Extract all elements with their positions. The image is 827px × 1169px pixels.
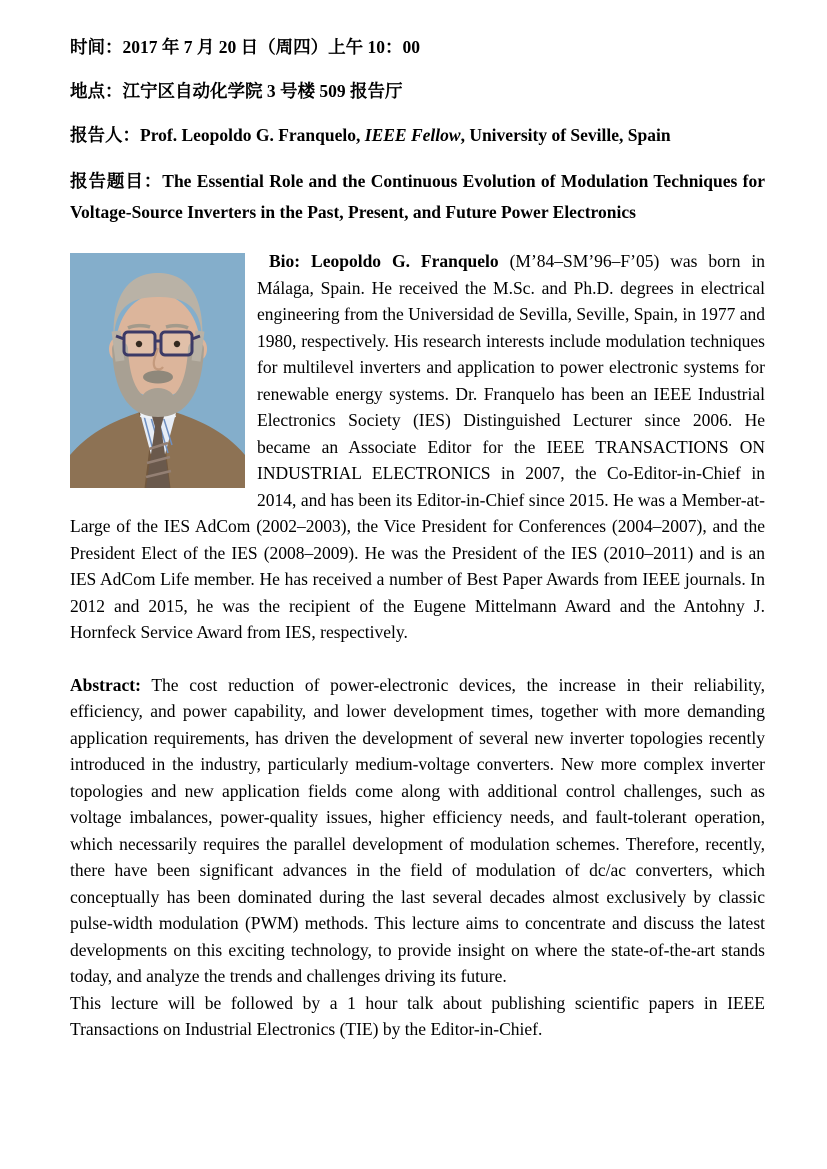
speaker-fellow-title: IEEE Fellow	[364, 125, 461, 145]
speaker-label: 报告人：	[70, 125, 140, 145]
eye-left	[136, 341, 142, 347]
followup-text: This lecture will be followed by a 1 hour talk about publishing scientific papers in IEEE Transactions on Industrial Electronics (TIE) by the Editor-in-Chief.	[70, 992, 765, 1039]
speaker-portrait-illustration	[70, 253, 245, 488]
abstract-paragraph	[70, 672, 765, 990]
mustache	[143, 371, 173, 384]
location-value: 江宁区自动化学院 3 号楼 509 报告厅	[122, 81, 403, 101]
time-line	[70, 34, 765, 60]
talk-title-label: 报告题目：	[70, 171, 163, 191]
speaker-line	[70, 122, 765, 148]
speaker-affiliation: , University of Seville, Spain	[460, 125, 671, 145]
bio-paragraph	[70, 248, 765, 646]
speaker-photo	[70, 253, 245, 488]
bio-text: (M’84–SM’96–F’05) was born in Málaga, Spain. He received the M.Sc. and Ph.D. degrees in electrical engineering from the Universidad de Sevilla, Seville, Spain, in 1977 and 1980, respectively. His research interests include modulation techniques for multilevel inverters and application to power electronic systems for renewable energy systems. Dr. Franquelo has been an IEEE Industrial Electronics Society (IES) Distinguished Lecturer since 2006. He became an Associate Editor for the IEEE TRANSACTIONS ON INDUSTRIAL ELECTRONICS in 2007, the Co-Editor-in-Chief in 2014, and has been its Editor-in-Chief since 2015. He was a Member-at-Large of the IES AdCom (2002–2003), the Vice President for Conferences (2004–2007), and the President Elect of the IES (2008–2009). He was the President of the IES (2010–2011) and is an IES AdCom Life member. He has received a number of Best Paper Awards from IEEE journals. In 2012 and 2015, he was the recipient of the Eugene Mittelmann Award and the Antohny J. Hornfeck Service Award from IES, respectively.	[70, 251, 765, 642]
location-line	[70, 78, 765, 104]
speaker-name: Prof. Leopoldo G. Franquelo,	[140, 125, 365, 145]
abstract-label: Abstract:	[70, 674, 141, 695]
time-value: 2017 年 7 月 20 日（周四）上午 10：00	[122, 37, 420, 57]
talk-title	[70, 166, 765, 228]
location-label: 地点：	[70, 81, 123, 101]
talk-title-text: The Essential Role and the Continuous Evolution of Modulation Techniques for Voltage-Source Inverters in the Past, Present, and Future Power Electronics	[70, 171, 766, 222]
followup-paragraph	[70, 990, 765, 1043]
time-label: 时间：	[70, 37, 123, 57]
bio-lead: Bio: Leopoldo G. Franquelo	[269, 251, 499, 271]
chin-beard	[141, 388, 175, 414]
abstract-text: The cost reduction of power-electronic devices, the increase in their reliability, efficiency, and power capability, and lower development times, together with more demanding application requirements, has driven the development of several new inverter topologies recently introduced in the industry, particularly medium-voltage converters. New more complex inverter topologies and new application fields come along with additional control challenges, such as voltage imbalances, power-quality issues, higher efficiency needs, and fault-tolerant operation, which necessarily requires the parallel development of modulation schemes. Therefore, recently, there have been significant advances in the field of modulation of dc/ac converters, which conceptually has been dominated during the last several decades almost exclusively by classic pulse-width modulation (PWM) methods. This lecture aims to concentrate and discuss the latest developments on this exciting technology, to provide insight on where the state-of-the-art stands today, and analyze the trends and challenges driving its future.	[70, 674, 765, 986]
eye-right	[174, 341, 180, 347]
